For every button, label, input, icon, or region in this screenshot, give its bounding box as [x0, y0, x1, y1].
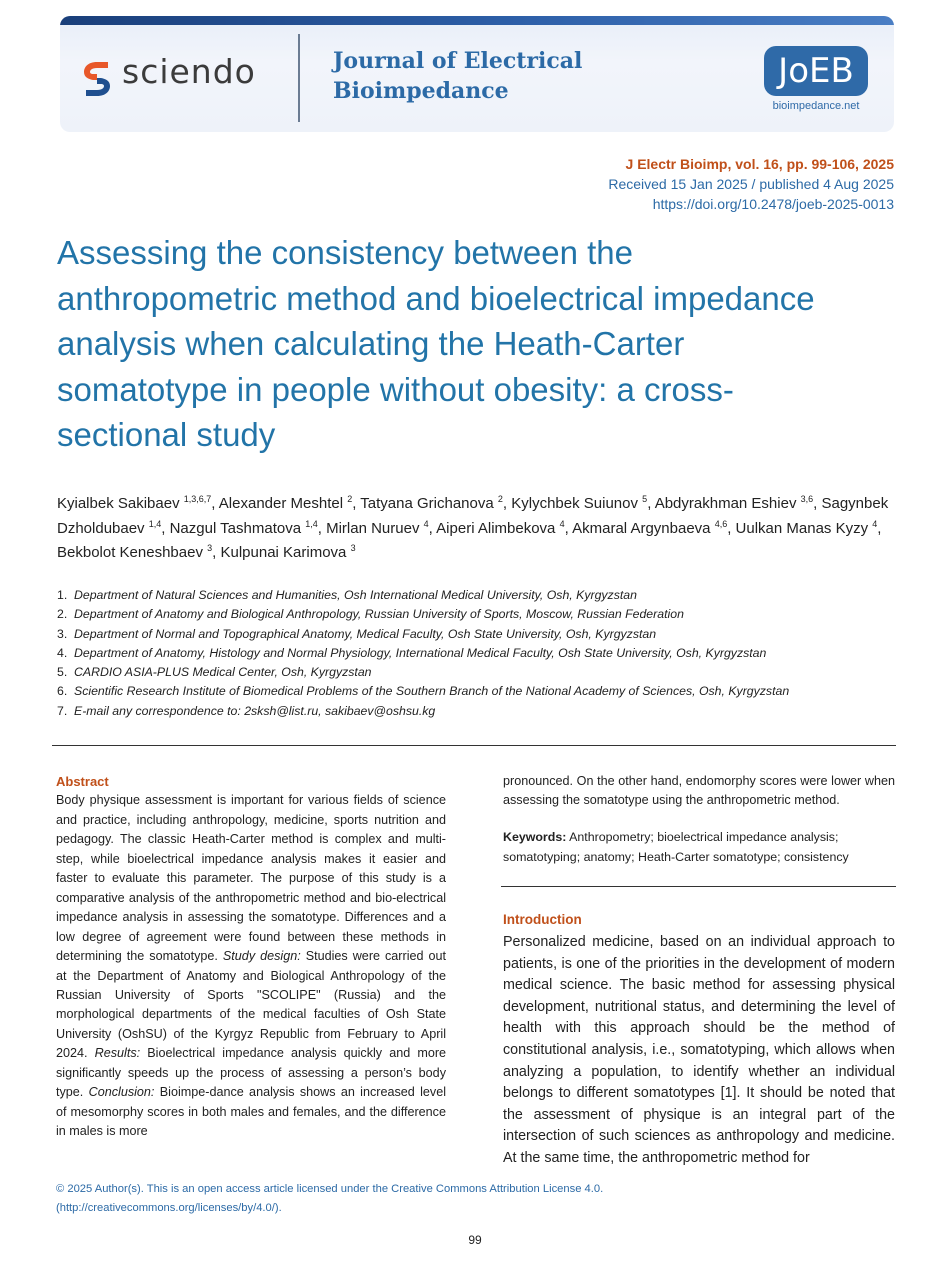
- author-name: Mirlan Nuruev: [326, 519, 420, 537]
- article-title: Assessing the consistency between the anthropometric method and bioelectrical impedance analysis when calculating the Heath-Carter somatotype in people without obesity: a cross-sectional study: [57, 234, 815, 453]
- author-name: Nazgul Tashmatova: [169, 519, 302, 537]
- license-notice: [56, 1180, 856, 1217]
- affiliation-item: [57, 702, 897, 721]
- affiliation-item: [57, 625, 897, 644]
- author-name: Sagynbek Dzholdubaev: [57, 495, 889, 537]
- affiliation-item: [57, 586, 897, 605]
- author-name: Abdyrakhman Eshiev: [654, 495, 797, 512]
- author-name: Aiperi Alimbekova: [436, 519, 556, 537]
- author-affiliation-mark: 4: [872, 518, 878, 529]
- affiliation-item: [57, 682, 897, 701]
- author-affiliation-mark: 2: [497, 494, 503, 504]
- author-affiliation-mark: 3: [207, 543, 213, 553]
- affiliation-number: 6.: [57, 684, 68, 699]
- affiliation-list: [57, 586, 897, 721]
- journal-name-line2: Bioimpedance: [333, 78, 509, 104]
- author: [436, 520, 564, 537]
- affiliation-text: Department of Anatomy and Biological Anthropology, Russian University of Sports, Moscow, Russian Federation: [74, 607, 684, 622]
- header-rule: [52, 745, 896, 746]
- page-number: 99: [468, 1233, 482, 1247]
- author: [57, 544, 212, 561]
- affiliation-number: 3.: [57, 626, 68, 641]
- license-link[interactable]: (http://creativecommons.org/licenses/by/4.0/).: [56, 1201, 282, 1214]
- author-affiliation-mark: 1,3,6,7: [183, 494, 212, 504]
- author: [572, 520, 727, 537]
- affiliation-text: Scientific Research Institute of Biomedical Problems of the Southern Branch of the National Academy of Sciences, Osh, Kyrgyzstan: [74, 684, 790, 699]
- author: [655, 495, 813, 512]
- journal-name: [333, 46, 633, 106]
- author-affiliation-mark: 1,4: [148, 518, 162, 529]
- author-affiliation-mark: 4: [423, 518, 429, 529]
- author-affiliation-mark: 3: [350, 543, 356, 553]
- affiliation-text: Department of Normal and Topographical Anatomy, Medical Faculty, Osh State University, Osh, Kyrgyzstan: [74, 626, 657, 641]
- affiliation-item: [57, 644, 897, 663]
- author-name: Bekbolot Keneshbaev: [57, 544, 203, 561]
- results-label: Results:: [94, 1046, 141, 1061]
- abstract-section: [56, 772, 446, 1142]
- doi-link[interactable]: https://doi.org/10.2478/joeb-2025-0013: [652, 196, 894, 212]
- author-affiliation-mark: 2: [347, 494, 353, 504]
- journal-url[interactable]: bioimpedance.net: [772, 100, 860, 112]
- affiliation-text: Department of Anatomy, Histology and Normal Physiology, International Medical Faculty, Osh State University, Osh, Kyrgyzstan: [74, 645, 767, 660]
- introduction-heading: Introduction: [503, 912, 582, 927]
- banner-divider: [298, 34, 300, 122]
- keywords-text: Anthropometry; bioelectrical impedance analysis; somatotyping; anatomy; Heath-Carter somatotype; consistency: [503, 830, 849, 864]
- author-name: Akmaral Argynbaeva: [572, 519, 711, 537]
- affiliation-item: [57, 605, 897, 624]
- affiliation-text: Department of Natural Sciences and Humanities, Osh International Medical University, Osh, Kyrgyzstan: [74, 588, 637, 602]
- author: [170, 520, 318, 537]
- keywords-label: Keywords:: [503, 830, 567, 844]
- introduction-section: [503, 910, 895, 1170]
- author: [360, 495, 503, 512]
- conclusion-label: Conclusion:: [88, 1085, 155, 1100]
- author: [326, 520, 429, 537]
- author-affiliation-mark: 3,6: [800, 494, 814, 504]
- author-name: Kylychbek Suiunov: [511, 495, 638, 512]
- author: [219, 495, 352, 512]
- author-name: Kulpunai Karimova: [220, 544, 347, 561]
- abstract-body: Body physique assessment is important for various fields of science and practice, including anthropology, medicine, sports nutrition and pedagogy. The classic Heath-Carter method is complex and multi-step, while bioelectrical impedance analysis makes it easier and faster to evaluate this parameter. The purpose of this study is a comparative analysis of the anthropometric method and bio-electrical impedance analysis in assessing the somatotype. Differences and a low degree of agreement were found between these methods in determining the somatotype.: [56, 793, 446, 964]
- author-name: Alexander Meshtel: [218, 495, 344, 512]
- journal-name-line1: Journal of Electrical: [333, 48, 583, 74]
- author: [736, 520, 878, 537]
- affiliation-number: 5.: [57, 665, 68, 680]
- author: [57, 495, 211, 512]
- introduction-body: Personalized medicine, based on an individual approach to patients, is one of the priorities in the development of modern medical science. The basic method for assessing physical development, nutritional status, and determining the level of health with this approach should be the method of constitutional analysis, i.e., somatotyping, which allows when analyzing a population, to identify whether an individual belongs to different somatotypes [1]. It should be noted that the assessment of physique is an integral part of the intersection of such sciences as anthropology and medicine. At the same time, the anthropometric method for: [503, 934, 895, 1166]
- author: [220, 544, 355, 561]
- author-name: Kyialbek Sakibaev: [57, 495, 180, 512]
- journal-banner: [60, 16, 894, 132]
- abstract-continued: pronounced. On the other hand, endomorphy scores were lower when assessing the somatotype using the anthropometric method.: [503, 774, 895, 808]
- affiliation-text[interactable]: E-mail any correspondence to: 2sksh@list.ru, sakibaev@oshsu.kg: [74, 703, 436, 718]
- results-text: Bioelectrical impedance analysis quickly and more significantly speeds up the process of assessing a person’s body type.: [56, 1046, 447, 1100]
- author-list: Kyialbek Sakibaev $^{1,3,6,7}$, Alexander Meshtel $^2$, Tatyana Grichanova $^2$, Kylychbek Suiunov $^5$, Abdyrakhman Eshiev $^{3,6}$, Sagynbek Dzholdubaev $^{1,4}$, Nazgul Tashmatova $^{1,4}$, Mirlan Nuruev $^4$, Aiperi Alimbekova $^4$, Akmaral Argynbaeva $^{4,6}$, Uulkan Manas Kyzy $^4$, Bekbolot Keneshbaev $^3$, Kulpunai Karimova $^3$: [57, 494, 889, 561]
- banner-top-bar: [60, 16, 894, 25]
- dates-line: Received 15 Jan 2025 / published 4 Aug 2025: [608, 176, 894, 192]
- design-text: Studies were carried out at the Department of Anatomy and Biological Anthropology of the Russian University of Sports "SCOLIPE" (Russia) and the morphological departments of the medical faculties of Osh State University (OshSU) of the Kyrgyz Republic from February to April 2024.: [56, 949, 446, 1061]
- affiliation-number: 4.: [57, 645, 68, 660]
- author-affiliation-mark: 1,4: [305, 518, 318, 529]
- author-name: Tatyana Grichanova: [360, 495, 494, 512]
- author-affiliation-mark: 4,6: [714, 518, 728, 529]
- affiliation-number: 7.: [57, 703, 68, 718]
- citation-line: J Electr Bioimp, vol. 16, pp. 99-106, 2025: [625, 156, 894, 172]
- license-line1: © 2025 Author(s). This is an open access article licensed under the Creative Commons Attribution License 4.0.: [56, 1183, 604, 1195]
- affiliation-item: [57, 663, 897, 682]
- abstract-heading: Abstract: [56, 774, 109, 789]
- affiliation-text: CARDIO ASIA-PLUS Medical Center, Osh, Kyrgyzstan: [74, 665, 372, 680]
- author-affiliation-mark: 4: [559, 518, 565, 529]
- author-name: Uulkan Manas Kyzy: [735, 519, 869, 537]
- sciendo-logo-icon: [82, 60, 112, 98]
- affiliation-number: 2.: [57, 607, 68, 622]
- publisher-name: sciendo: [122, 52, 256, 91]
- conclusion-text: Bioimpe-dance analysis shows an increased level of mesomorphy scores in both males and females, and the difference in males is more: [56, 1085, 447, 1139]
- design-label: Study design:: [222, 949, 301, 964]
- author: [511, 495, 647, 512]
- keywords-rule: [501, 886, 896, 887]
- affiliation-number: 1.: [57, 588, 68, 602]
- keywords: [503, 828, 895, 867]
- journal-logo: JoEB: [764, 46, 868, 96]
- author-affiliation-mark: 5: [642, 494, 648, 504]
